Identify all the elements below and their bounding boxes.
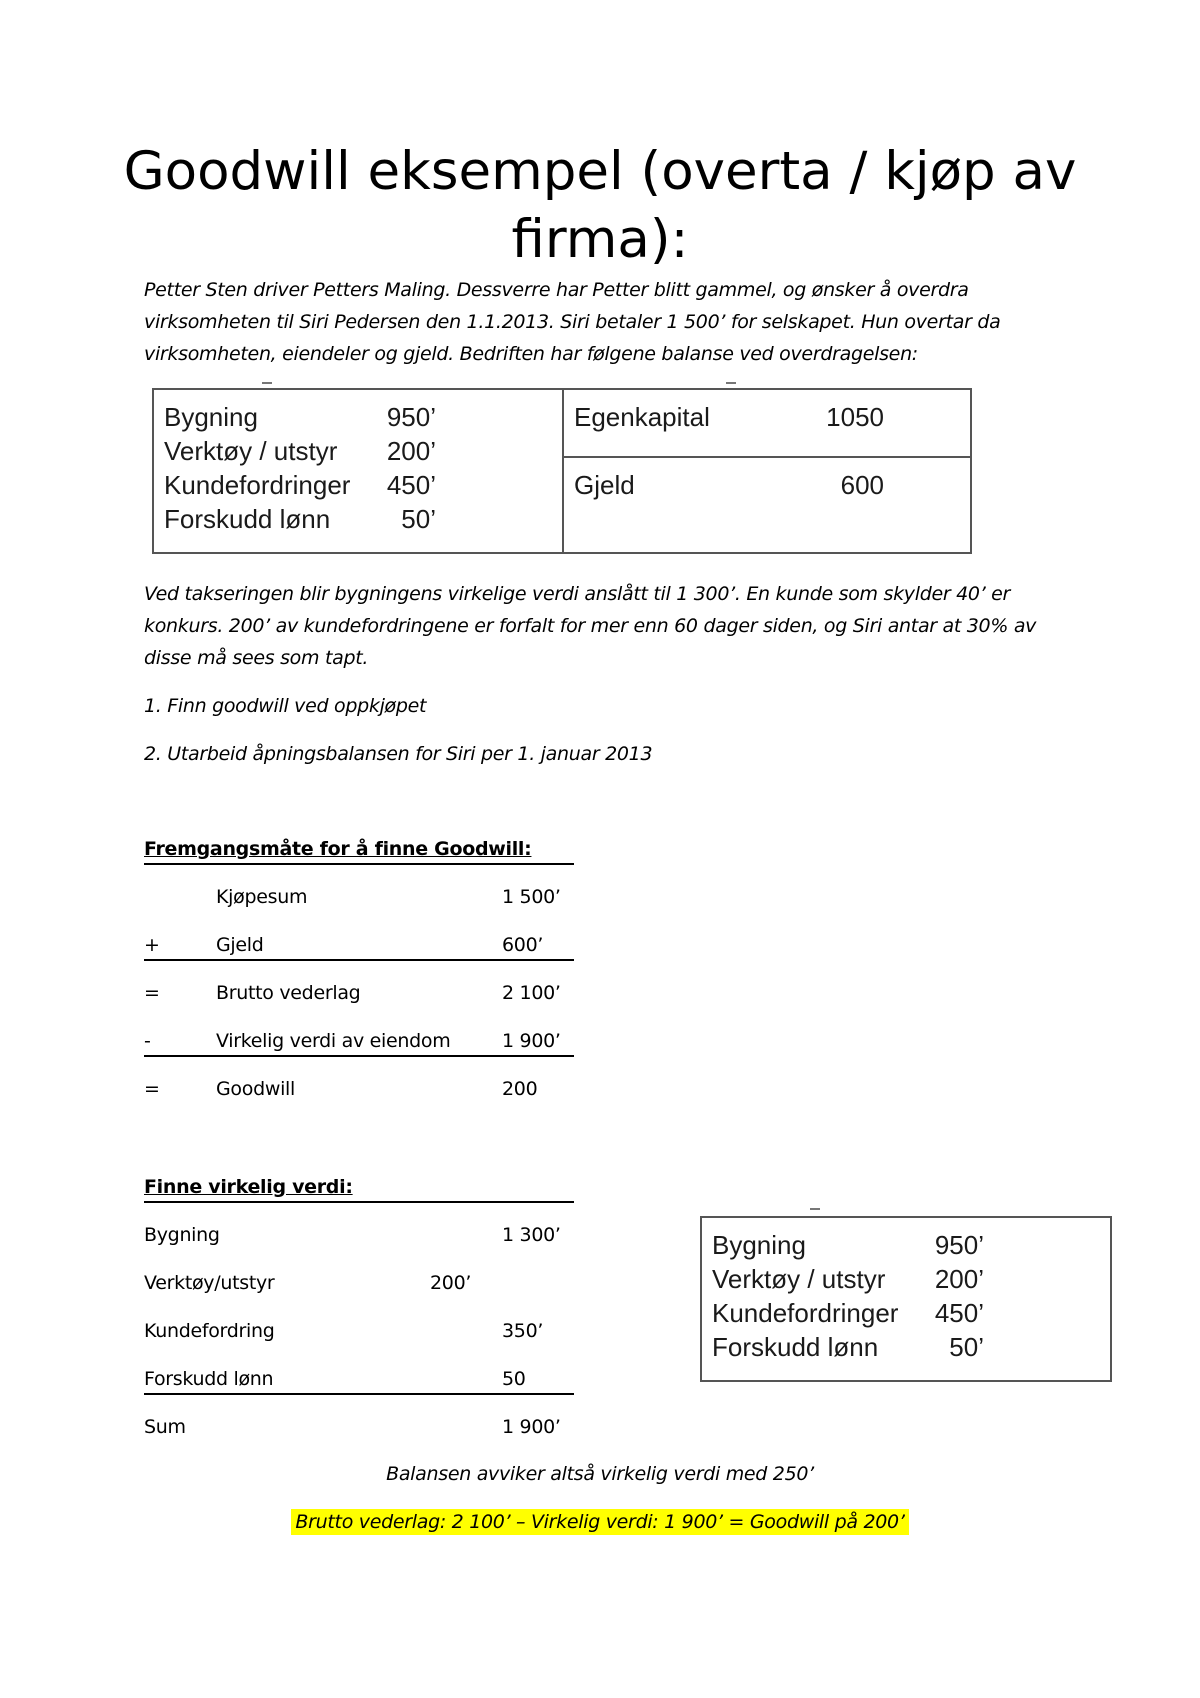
asset-label: Forskudd lønn [164,504,331,534]
calc-row [144,1028,574,1057]
calc-value: 200 [502,1078,538,1100]
equity-label: Egenkapital [574,402,710,432]
value-amount: 50 [502,1368,526,1390]
value-row [144,1222,574,1249]
asset-value: 200’ [934,1264,984,1294]
asset-row [712,1262,984,1296]
asset-label: Verktøy / utstyr [164,436,338,466]
calc-symbol: - [144,1030,151,1052]
asset-label: Kundefordringer [712,1298,899,1328]
calc-label: Kjøpesum [216,886,308,908]
calc-row [144,1076,574,1103]
asset-value: 50’ [949,1332,984,1362]
task-1-text: 1. Finn goodwill ved oppkjøpet [144,695,427,717]
value-row [144,1366,574,1395]
assets-column [164,400,436,536]
balance-note: Balansen avviker altså virkelig verdi med 250’ [386,1463,814,1485]
asset-value: 50’ [401,504,436,534]
debt-label: Gjeld [574,470,635,500]
calc-value: 2 100’ [502,982,561,1004]
calc-symbol: = [144,982,160,1004]
equity-row [574,400,884,434]
value-amount: 350’ [502,1320,544,1342]
value-row [144,1414,574,1441]
task-1 [144,690,1064,722]
intro-paragraph [144,274,1064,370]
debt-row [574,468,884,502]
balance-sheet-image [152,388,972,554]
scan-mark [262,382,272,384]
asset-row [164,468,436,502]
asset-value: 450’ [386,470,436,500]
heading-text: Fremgangsmåte for å finne Goodwill: [144,838,532,860]
conclusion-highlight: Brutto vederlag: 2 100’ – Virkelig verdi: 1 900’ = Goodwill på 200’ [291,1509,908,1535]
asset-label: Bygning [164,402,258,432]
asset-label: Bygning [712,1230,806,1260]
table-divider [562,390,564,552]
conclusion-line [0,1511,1200,1533]
calc-row [144,980,574,1007]
valuation-paragraph [144,578,1064,674]
calc-row [144,932,574,961]
page-title: Goodwill eksempel (overta / kjøp av firma): [123,141,1077,270]
calc-label: Goodwill [216,1078,296,1100]
scan-mark [810,1208,820,1210]
asset-row [712,1296,984,1330]
calc-row [144,884,574,911]
asset-value: 950’ [934,1230,984,1260]
assets-column [712,1228,984,1364]
asset-row [712,1228,984,1262]
task-2-text: 2. Utarbeid åpningsbalansen for Siri per 1. januar 2013 [144,743,653,765]
value-amount: 200’ [430,1272,472,1294]
asset-label: Kundefordringer [164,470,351,500]
calc-value: 600’ [502,934,544,956]
valuation-text: Ved takseringen blir bygningens virkelige verdi anslått til 1 300’. En kunde som skylder 40’ er konkurs. 200’ av kundefordringene er forfalt for mer enn 60 dager siden, og Siri antar at 30% av disse må sees som tapt. [144,583,1037,669]
calc-symbol: + [144,934,160,956]
asset-row [164,502,436,536]
calc-value: 1 900’ [502,1030,561,1052]
asset-label: Forskudd lønn [712,1332,879,1362]
value-label: Forskudd lønn [144,1368,274,1390]
calc-symbol: = [144,1078,160,1100]
value-label: Verktøy/utstyr [144,1272,275,1294]
asset-value: 950’ [386,402,436,432]
value-label: Bygning [144,1224,220,1246]
table-divider [562,456,970,458]
value-amount: 1 900’ [502,1416,561,1438]
calc-label: Virkelig verdi av eiendom [216,1030,451,1052]
goodwill-method-heading [144,836,574,865]
asset-value: 200’ [386,436,436,466]
asset-row [164,434,436,468]
asset-value: 450’ [934,1298,984,1328]
scan-mark [726,382,736,384]
value-amount: 1 300’ [502,1224,561,1246]
value-row [144,1318,574,1345]
value-label: Kundefordring [144,1320,275,1342]
intro-text: Petter Sten driver Petters Maling. Dessverre har Petter blitt gammel, og ønsker å overdra virksomheten til Siri Pedersen den 1.1.2013. Siri betaler 1 500’ for selskapet. Hun overtar da virksomheten, eiendeler og gjeld. Bedriften har følgene balanse ved overdragelsen: [144,279,1001,365]
task-2 [144,738,1064,770]
fair-value-heading [144,1174,574,1203]
asset-row [164,400,436,434]
equity-value: 1050 [826,402,884,432]
value-label: Sum [144,1416,186,1438]
calc-label: Gjeld [216,934,264,956]
asset-row [712,1330,984,1364]
calc-value: 1 500’ [502,886,561,908]
assets-image [700,1216,1112,1382]
value-row [144,1270,574,1297]
calc-label: Brutto vederlag [216,982,361,1004]
heading-text: Finne virkelig verdi: [144,1176,353,1198]
debt-value: 600 [840,470,884,500]
asset-label: Verktøy / utstyr [712,1264,886,1294]
